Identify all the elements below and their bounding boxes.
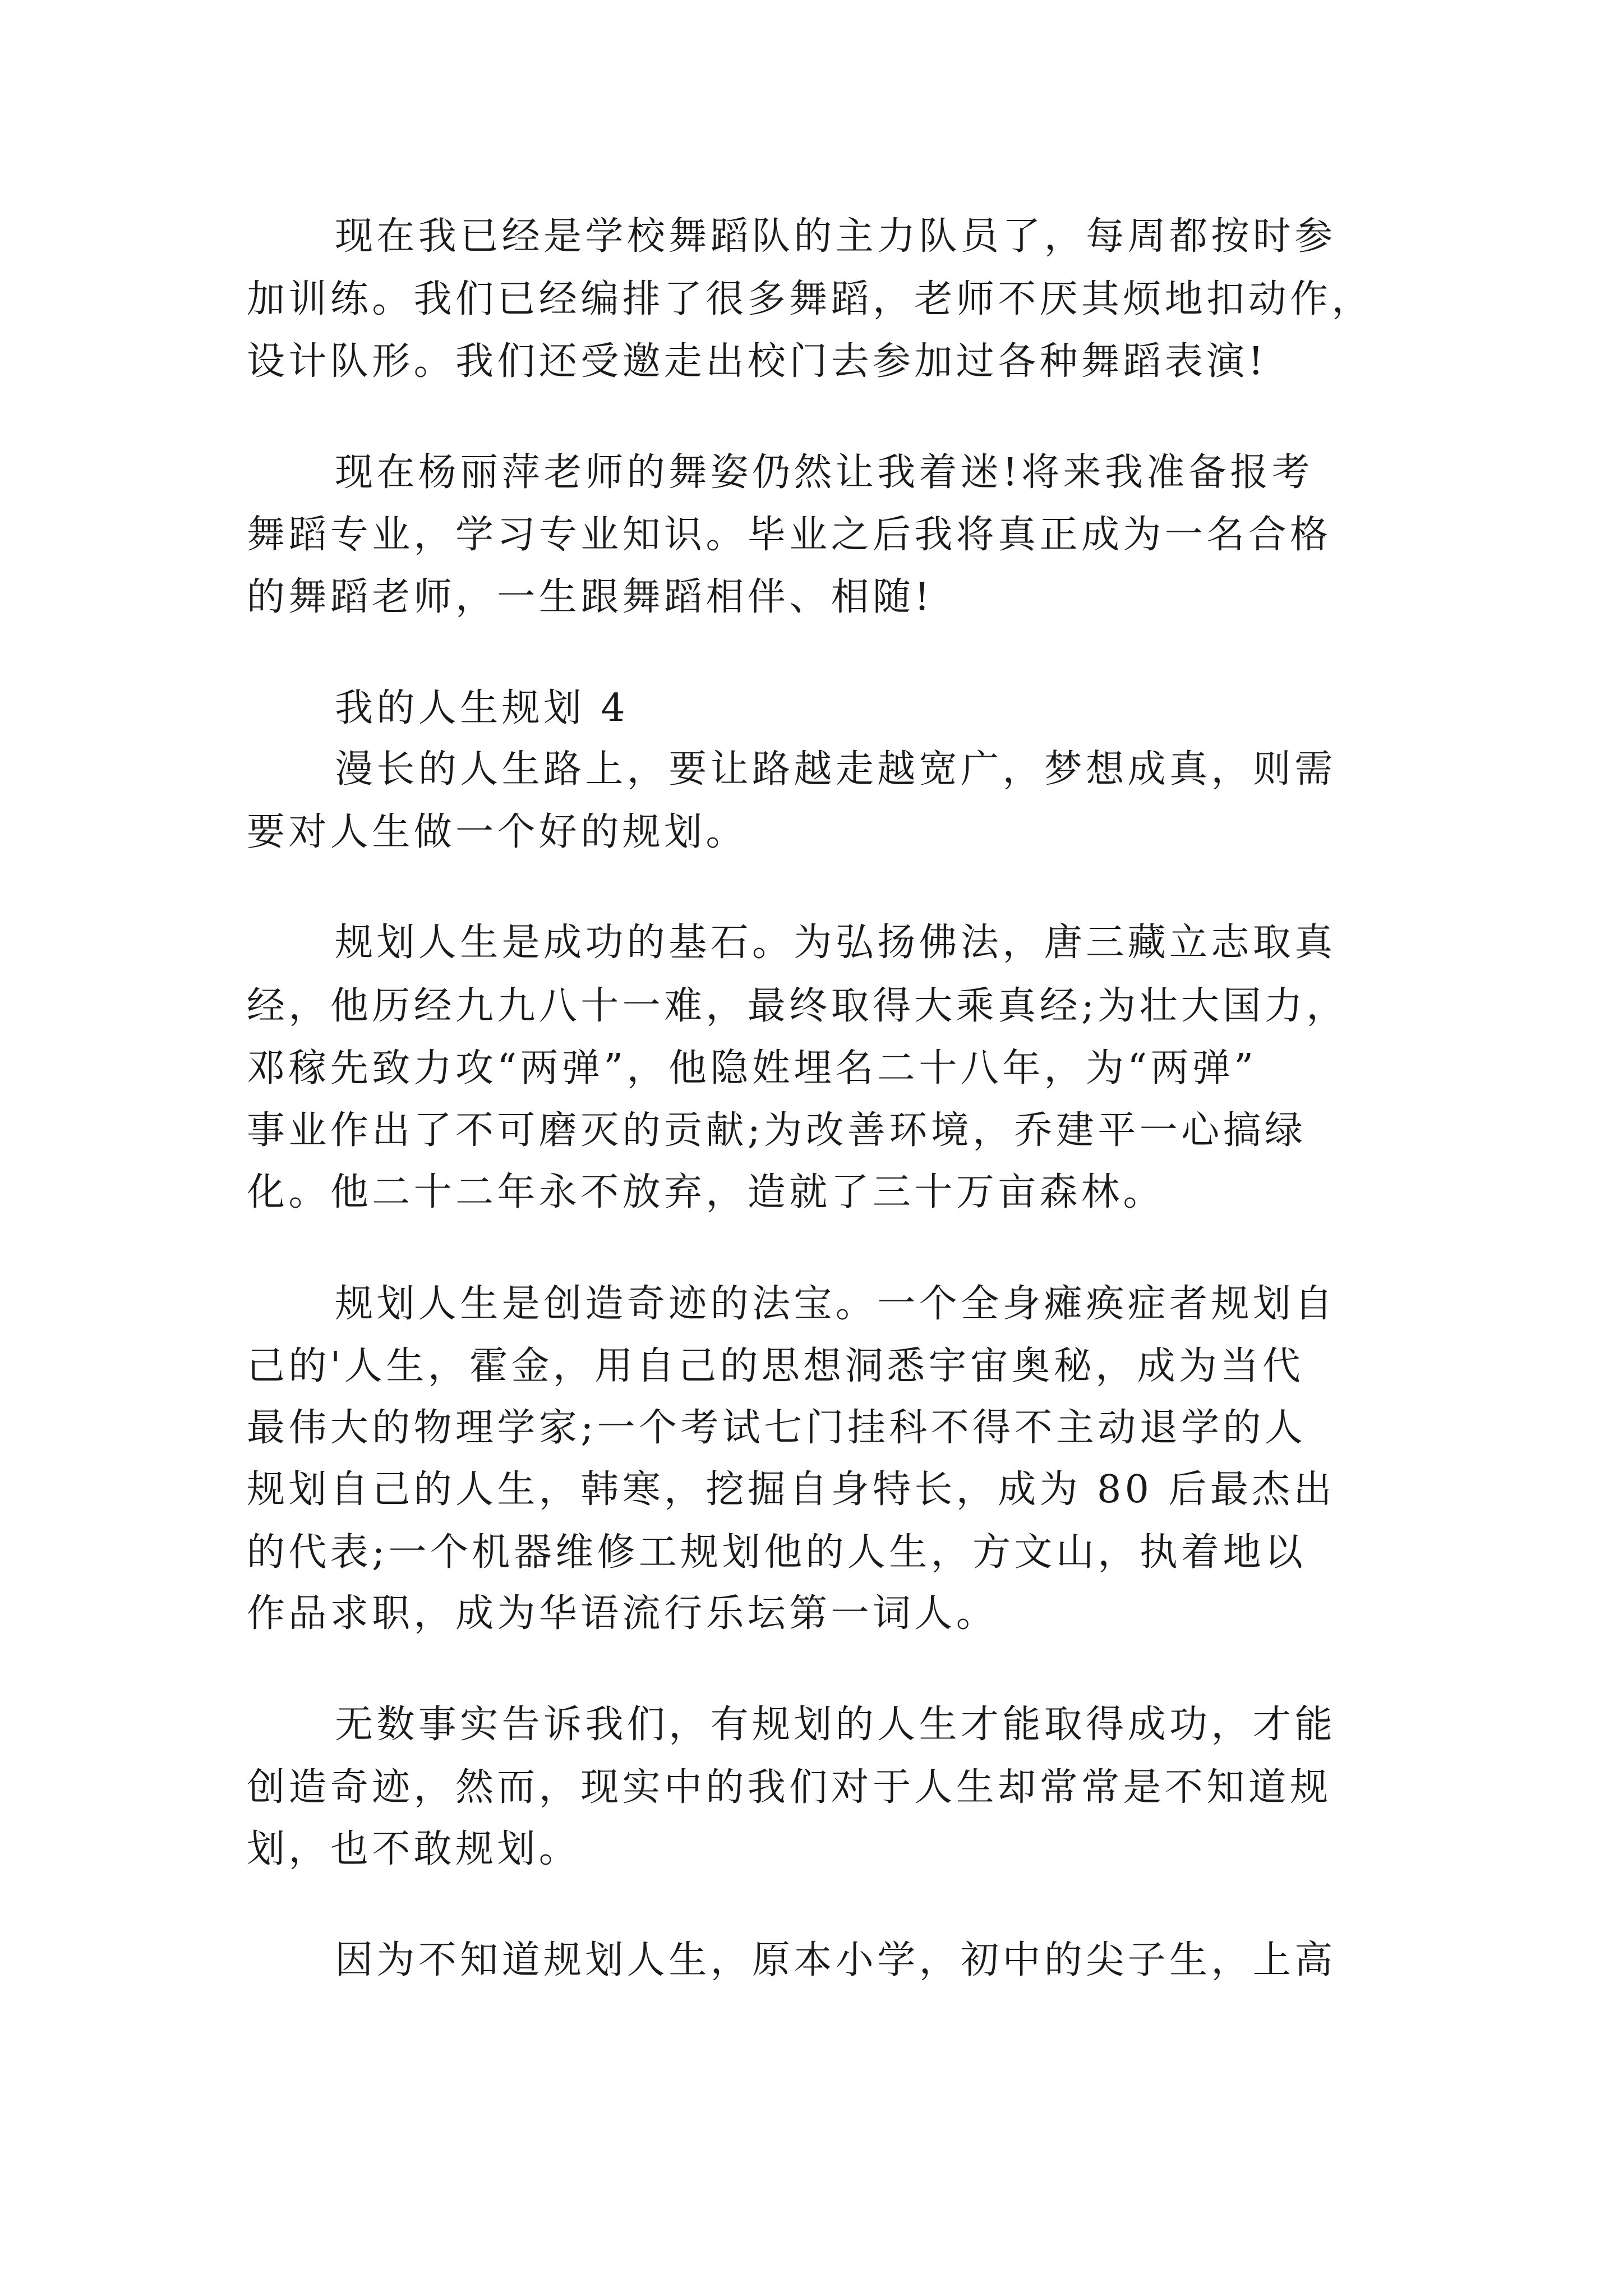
paragraph-line: 规划人生是成功的基石。为弘扬佛法，唐三藏立志取真 [335, 921, 1336, 965]
paragraph-line: 漫长的人生路上，要让路越走越宽广，梦想成真，则需 [335, 747, 1336, 792]
paragraph-line: 规划自己的人生，韩寒，挖掘自身特长，成为 80 后最杰出 [247, 1467, 1335, 1512]
paragraph-line: 划，也不敢规划。 [247, 1827, 581, 1871]
paragraph-line: 现在杨丽萍老师的舞姿仍然让我着迷!将来我准备报考 [335, 450, 1313, 495]
section-heading: 我的人生规划 4 [335, 686, 629, 730]
paragraph-line: 邓稼先致力攻“两弹”，他隐姓埋名二十八年，为“两弹” [247, 1046, 1257, 1091]
paragraph-line: 要对人生做一个好的规划。 [247, 810, 748, 854]
paragraph-line: 的舞蹈老师，一生跟舞蹈相伴、相随! [247, 575, 934, 619]
paragraph-line: 设计队形。我们还受邀走出校门去参加过各种舞蹈表演! [247, 339, 1267, 384]
paragraph-line: 现在我已经是学校舞蹈队的主力队员了，每周都按时参 [335, 214, 1336, 259]
paragraph-line: 作品求职，成为华语流行乐坛第一词人。 [247, 1591, 998, 1636]
paragraph-line: 创造奇迹，然而，现实中的我们对于人生却常常是不知道规 [247, 1765, 1332, 1810]
paragraph-line: 无数事实告诉我们，有规划的人生才能取得成功，才能 [335, 1703, 1336, 1747]
paragraph-line: 经，他历经九九八十一难，最终取得大乘真经;为壮大国力， [247, 984, 1348, 1028]
paragraph-line: 加训练。我们已经编排了很多舞蹈，老师不厌其烦地扣动作， [247, 277, 1373, 321]
paragraph-line: 己的'人生，霍金，用自己的思想洞悉宇宙奥秘，成为当代 [247, 1344, 1304, 1388]
paragraph-line: 最伟大的物理学家;一个考试七门挂科不得不主动退学的人 [247, 1406, 1307, 1450]
paragraph-line: 舞蹈专业，学习专业知识。毕业之后我将真正成为一名合格 [247, 513, 1332, 557]
paragraph-line: 事业作出了不可磨灭的贡献;为改善环境，乔建平一心搞绿 [247, 1108, 1307, 1153]
paragraph-line: 规划人生是创造奇迹的法宝。一个全身瘫痪症者规划自 [335, 1282, 1336, 1326]
paragraph-line: 的代表;一个机器维修工规划他的人生，方文山，执着地以 [247, 1530, 1307, 1575]
paragraph-line: 化。他二十二年永不放弃，造就了三十万亩森林。 [247, 1170, 1165, 1214]
paragraph-line: 因为不知道规划人生，原本小学，初中的尖子生，上高 [335, 1938, 1336, 1982]
